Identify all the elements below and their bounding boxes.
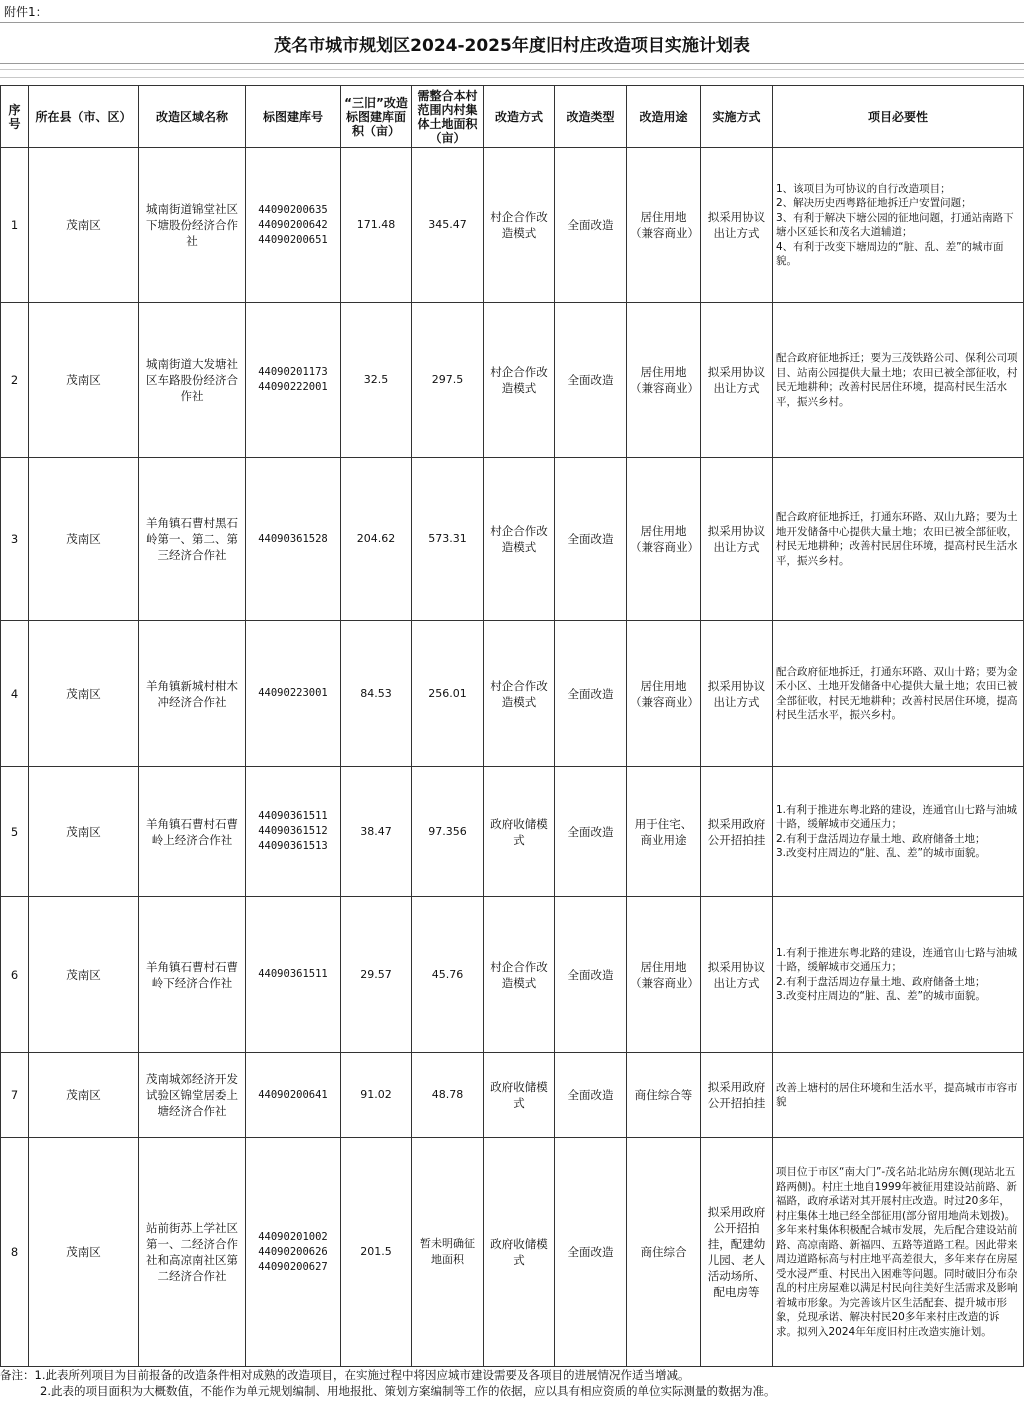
cell-impl: 拟采用政府公开招拍挂 bbox=[701, 767, 773, 897]
cell-integrate-area: 暂未明确征地面积 bbox=[412, 1138, 484, 1367]
col-header-necessity: 项目必要性 bbox=[773, 86, 1024, 148]
table-body bbox=[1, 148, 1024, 1367]
code-line: 44090361512 bbox=[258, 825, 328, 837]
cell-mapped-area: 201.5 bbox=[341, 1138, 412, 1367]
code-line: 44090361513 bbox=[258, 840, 328, 852]
col-header-mode: 改造方式 bbox=[484, 86, 555, 148]
cell-codes bbox=[246, 458, 341, 621]
cell-codes bbox=[246, 767, 341, 897]
cell-impl: 拟采用协议出让方式 bbox=[701, 897, 773, 1053]
note-2: 2.此表的项目面积为大概数值，不能作为单元规划编制、用地报批、策划方案编制等工作的依据，应以具有相应资质的单位实际测量的数据为准。 bbox=[40, 1384, 776, 1398]
cell-necessity bbox=[773, 1053, 1024, 1138]
cell-mode: 村企合作改造模式 bbox=[484, 897, 555, 1053]
cell-codes bbox=[246, 897, 341, 1053]
col-header-mapped-area: “三旧”改造标图建库面积（亩） bbox=[341, 86, 412, 148]
plan-table bbox=[0, 85, 1024, 1367]
cell-type: 全面改造 bbox=[555, 767, 627, 897]
table-row bbox=[1, 303, 1024, 458]
necessity-line: 2.有利于盘活周边存量土地、政府储备土地； bbox=[776, 975, 986, 988]
cell-mode: 政府收储模式 bbox=[484, 767, 555, 897]
col-header-impl: 实施方式 bbox=[701, 86, 773, 148]
attachment-label: 附件1： bbox=[4, 5, 48, 19]
cell-type: 全面改造 bbox=[555, 1138, 627, 1367]
cell-impl: 拟采用政府公开招拍挂，配建幼儿园、老人活动场所、配电房等 bbox=[701, 1138, 773, 1367]
table-row bbox=[1, 148, 1024, 303]
title-bar bbox=[0, 22, 1024, 64]
note-1: 备注：1.此表所列项目为目前报备的改造条件相对成熟的改造项目，在实施过程中将因应城市建设需要及各项目的进展情况作适当增减。 bbox=[0, 1368, 690, 1382]
cell-necessity bbox=[773, 767, 1024, 897]
necessity-line: 配合政府征地拆迁，打通东环路、双山九路；要为土地开发储备中心提供大量土地；农田已被全部征收，村民无地耕种；改善村民居住环境，提高村民生活水平，振兴乡村。 bbox=[776, 511, 1018, 567]
code-line: 44090200635 bbox=[258, 203, 328, 216]
cell-codes bbox=[246, 148, 341, 303]
cell-use: 居住用地（兼容商业） bbox=[627, 303, 701, 458]
table-row bbox=[1, 621, 1024, 767]
cell-no: 8 bbox=[1, 1138, 29, 1367]
cell-necessity bbox=[773, 303, 1024, 458]
necessity-line: 3.改变村庄周边的“脏、乱、差”的城市面貌。 bbox=[776, 990, 986, 1002]
necessity-line: 3.改变村庄周边的“脏、乱、差”的城市面貌。 bbox=[776, 847, 986, 859]
col-header-codes: 标图建库号 bbox=[246, 86, 341, 148]
cell-necessity bbox=[773, 458, 1024, 621]
code-line: 44090200627 bbox=[258, 1260, 328, 1273]
cell-integrate-area: 48.78 bbox=[412, 1053, 484, 1138]
cell-impl: 拟采用协议出让方式 bbox=[701, 148, 773, 303]
necessity-line: 1.有利于推进东粤北路的建设，连通官山七路与油城十路，缓解城市交通压力； bbox=[776, 946, 1018, 973]
cell-mode: 政府收储模式 bbox=[484, 1138, 555, 1367]
cell-necessity bbox=[773, 1138, 1024, 1367]
necessity-line: 1.有利于推进东粤北路的建设，连通官山七路与油城十路，缓解城市交通压力； bbox=[776, 803, 1018, 830]
cell-use: 居住用地（兼容商业） bbox=[627, 148, 701, 303]
cell-county: 茂南区 bbox=[29, 1053, 139, 1138]
table-row bbox=[1, 1138, 1024, 1367]
cell-impl: 拟采用协议出让方式 bbox=[701, 458, 773, 621]
notes bbox=[0, 1367, 1024, 1399]
table-row bbox=[1, 897, 1024, 1053]
cell-impl: 拟采用协议出让方式 bbox=[701, 303, 773, 458]
cell-integrate-area: 345.47 bbox=[412, 148, 484, 303]
code-line: 44090200641 bbox=[258, 1088, 328, 1101]
cell-integrate-area: 45.76 bbox=[412, 897, 484, 1053]
necessity-line: 改善上塘村的居住环境和生活水平，提高城市市容市貌 bbox=[776, 1081, 1018, 1108]
cell-no: 7 bbox=[1, 1053, 29, 1138]
col-header-integrate-area: 需整合本村范围内村集体土地面积（亩） bbox=[412, 86, 484, 148]
cell-county: 茂南区 bbox=[29, 767, 139, 897]
necessity-line: 项目位于市区“南大门”-茂名站北站房东侧(现站北五路两侧)。村庄土地自1999年被征用建设站前路、新福路，政府承诺对其开展村庄改造。时过20多年，村庄集体土地已经全部征用(部分留用地尚未划拨)。多年来村集体积极配合城市发展，先后配合建设站前路、高凉南路、新福四、五路等道路工程。因此带来周边道路标高与村庄地平高差很大，多年来存在房屋受水浸严重、村民出入困难等问题。同时破旧分布杂乱的村庄房屋难以满足村民向往美好生活需求及影响着城市形象。为完善该片区生活配套、提升城市形象，兑现承诺、解决村民20多年来村庄改造的诉求。拟列入2024年年度旧村庄改造实施计划。 bbox=[776, 1166, 1018, 1338]
cell-area: 城南街道大发塘社区车路股份经济合作社 bbox=[139, 303, 246, 458]
cell-integrate-area: 97.356 bbox=[412, 767, 484, 897]
cell-codes bbox=[246, 621, 341, 767]
code-line: 44090201002 bbox=[258, 1230, 328, 1243]
cell-county: 茂南区 bbox=[29, 148, 139, 303]
cell-use: 用于住宅、商业用途 bbox=[627, 767, 701, 897]
cell-type: 全面改造 bbox=[555, 897, 627, 1053]
cell-integrate-area: 573.31 bbox=[412, 458, 484, 621]
page-title: 茂名市城市规划区2024-2025年度旧村庄改造项目实施计划表 bbox=[274, 36, 750, 56]
code-line: 44090223001 bbox=[258, 687, 328, 699]
cell-use: 商住综合等 bbox=[627, 1053, 701, 1138]
cell-county: 茂南区 bbox=[29, 897, 139, 1053]
cell-codes bbox=[246, 303, 341, 458]
col-header-type: 改造类型 bbox=[555, 86, 627, 148]
cell-codes bbox=[246, 1053, 341, 1138]
col-header-area: 改造区域名称 bbox=[139, 86, 246, 148]
cell-county: 茂南区 bbox=[29, 1138, 139, 1367]
header-row bbox=[1, 86, 1024, 148]
cell-type: 全面改造 bbox=[555, 621, 627, 767]
cell-mapped-area: 38.47 bbox=[341, 767, 412, 897]
cell-use: 居住用地（兼容商业） bbox=[627, 897, 701, 1053]
table-row bbox=[1, 458, 1024, 621]
necessity-line: 配合政府征地拆迁，打通东环路、双山十路；要为金禾小区、土地开发储备中心提供大量土地；农田已被全部征收，村民无地耕种；改善村民居住环境，提高村民生活水平，振兴乡村。 bbox=[776, 665, 1018, 721]
cell-integrate-area: 256.01 bbox=[412, 621, 484, 767]
necessity-line: 2、解决历史西粤路征地拆迁户安置问题； bbox=[776, 197, 972, 209]
code-line: 44090201173 bbox=[258, 366, 328, 378]
cell-type: 全面改造 bbox=[555, 148, 627, 303]
necessity-line: 3、有利于解决下塘公园的征地问题，打通站南路下塘小区延长和茂名大道辅道； bbox=[776, 211, 1014, 238]
cell-mode: 村企合作改造模式 bbox=[484, 621, 555, 767]
necessity-line: 1、该项目为可协议的自行改造项目； bbox=[776, 182, 951, 195]
col-header-county: 所在县（市、区） bbox=[29, 86, 139, 148]
cell-type: 全面改造 bbox=[555, 458, 627, 621]
code-line: 44090361528 bbox=[258, 532, 328, 545]
cell-county: 茂南区 bbox=[29, 458, 139, 621]
cell-use: 商住综合 bbox=[627, 1138, 701, 1367]
cell-type: 全面改造 bbox=[555, 1053, 627, 1138]
cell-area: 城南街道锦堂社区下塘股份经济合作社 bbox=[139, 148, 246, 303]
cell-mode: 政府收储模式 bbox=[484, 1053, 555, 1138]
cell-codes bbox=[246, 1138, 341, 1367]
cell-mode: 村企合作改造模式 bbox=[484, 458, 555, 621]
cell-no: 6 bbox=[1, 897, 29, 1053]
col-header-use: 改造用途 bbox=[627, 86, 701, 148]
cell-area: 站前街苏上学社区第一、二经济合作社和高凉南社区第二经济合作社 bbox=[139, 1138, 246, 1367]
cell-mapped-area: 84.53 bbox=[341, 621, 412, 767]
cell-use: 居住用地（兼容商业） bbox=[627, 621, 701, 767]
cell-county: 茂南区 bbox=[29, 621, 139, 767]
cell-necessity bbox=[773, 897, 1024, 1053]
cell-no: 3 bbox=[1, 458, 29, 621]
cell-area: 羊角镇石曹村石曹岭下经济合作社 bbox=[139, 897, 246, 1053]
cell-mode: 村企合作改造模式 bbox=[484, 303, 555, 458]
cell-county: 茂南区 bbox=[29, 303, 139, 458]
cell-integrate-area: 297.5 bbox=[412, 303, 484, 458]
cell-no: 2 bbox=[1, 303, 29, 458]
table-row bbox=[1, 1053, 1024, 1138]
col-header-no: 序号 bbox=[1, 86, 29, 148]
code-line: 44090361511 bbox=[258, 968, 328, 980]
code-line: 44090361511 bbox=[258, 810, 328, 822]
necessity-line: 4、有利于改变下塘周边的“脏、乱、差”的城市面貌。 bbox=[776, 240, 1004, 267]
code-line: 44090222001 bbox=[258, 381, 328, 393]
code-line: 44090200626 bbox=[258, 1245, 328, 1258]
necessity-line: 配合政府征地拆迁；要为三茂铁路公司、保利公司项目、站南公园提供大量土地；农田已被全部征收，村民无地耕种；改善村民居住环境，提高村民生活水平，振兴乡村。 bbox=[776, 352, 1018, 408]
necessity-line: 2.有利于盘活周边存量土地、政府储备土地； bbox=[776, 832, 986, 845]
divider bbox=[0, 69, 1024, 70]
cell-impl: 拟采用协议出让方式 bbox=[701, 621, 773, 767]
cell-mapped-area: 91.02 bbox=[341, 1053, 412, 1138]
divider bbox=[0, 77, 1024, 78]
cell-no: 1 bbox=[1, 148, 29, 303]
cell-mapped-area: 29.57 bbox=[341, 897, 412, 1053]
cell-mode: 村企合作改造模式 bbox=[484, 148, 555, 303]
cell-necessity bbox=[773, 621, 1024, 767]
cell-no: 4 bbox=[1, 621, 29, 767]
code-line: 44090200642 bbox=[258, 218, 328, 231]
cell-no: 5 bbox=[1, 767, 29, 897]
cell-necessity bbox=[773, 148, 1024, 303]
cell-mapped-area: 32.5 bbox=[341, 303, 412, 458]
cell-type: 全面改造 bbox=[555, 303, 627, 458]
cell-area: 羊角镇新城村柑木冲经济合作社 bbox=[139, 621, 246, 767]
cell-mapped-area: 171.48 bbox=[341, 148, 412, 303]
cell-impl: 拟采用政府公开招拍挂 bbox=[701, 1053, 773, 1138]
table-row bbox=[1, 767, 1024, 897]
cell-area: 羊角镇石曹村黑石岭第一、第二、第三经济合作社 bbox=[139, 458, 246, 621]
cell-area: 羊角镇石曹村石曹岭上经济合作社 bbox=[139, 767, 246, 897]
code-line: 44090200651 bbox=[258, 233, 328, 246]
cell-area: 茂南城郊经济开发试验区锦堂居委上塘经济合作社 bbox=[139, 1053, 246, 1138]
cell-mapped-area: 204.62 bbox=[341, 458, 412, 621]
cell-use: 居住用地（兼容商业） bbox=[627, 458, 701, 621]
